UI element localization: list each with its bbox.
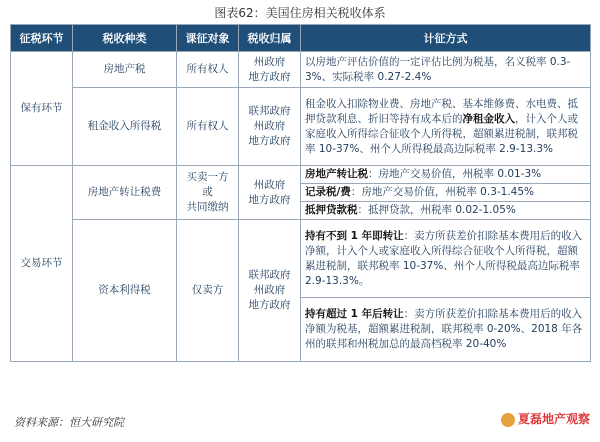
method-cell: 抵押贷款税：抵押贷款，州税率 0.02-1.05% <box>301 202 591 220</box>
logo-icon <box>501 413 515 427</box>
object-cell: 所有权人 <box>177 88 239 166</box>
header-belong: 税收归属 <box>239 25 301 52</box>
method-cell: 记录税/费：房地产交易价值，州税率 0.3-1.45% <box>301 184 591 202</box>
stage-cell: 交易环节 <box>11 166 73 362</box>
header-tax: 税收种类 <box>73 25 177 52</box>
belong-cell: 联邦政府 州政府 地方政府 <box>239 88 301 166</box>
tax-table <box>10 24 591 362</box>
table-row <box>11 52 591 88</box>
stage-cell: 保有环节 <box>11 52 73 166</box>
object-cell: 仅卖方 <box>177 220 239 362</box>
method-cell: 租金收入扣除物业费、房地产税、基本维修费、水电费、抵押贷款利息、折旧等持有成本后的净租金收入，计入个人或家庭收入所得综合征收个人所得税，超额累进税制，联邦税率 10-37%、州个人所得税最高边际税率 2.9-13.3% <box>301 88 591 166</box>
object-cell: 所有权人 <box>177 52 239 88</box>
method-cell: 持有不到 1 年即转让：卖方所获差价扣除基本费用后的收入净额，计入个人或家庭收入所得综合征收个人所得税，超额累进税制，联邦税率 10-37%、州个人所得税最高边际税率 2.9-13.3%。 <box>301 220 591 298</box>
belong-cell: 州政府 地方政府 <box>239 52 301 88</box>
tax-cell: 房地产转让税费 <box>73 166 177 220</box>
watermark-text: 夏磊地产观察 <box>517 412 590 426</box>
method-cell: 房地产转让税：房地产交易价值，州税率 0.01-3% <box>301 166 591 184</box>
table-title: 图表62：美国住房相关税收体系 <box>214 6 386 20</box>
table-row <box>11 220 591 298</box>
tax-cell: 租金收入所得税 <box>73 88 177 166</box>
belong-cell: 联邦政府 州政府 地方政府 <box>239 220 301 362</box>
table-row <box>11 88 591 166</box>
source-note: 资料来源：恒大研究院 <box>14 416 124 429</box>
method-cell: 以房地产评估价值的一定评估比例为税基，名义税率 0.3-3%、实际税率 0.27-2.4% <box>301 52 591 88</box>
header-method: 计征方式 <box>301 25 591 52</box>
tax-cell: 资本利得税 <box>73 220 177 362</box>
method-cell: 持有超过 1 年后转让：卖方所获差价扣除基本费用后的收入净额为税基，超额累进税制，联邦税率 0-20%、2018 年各州的联邦和州税加总的最高档税率 20-40% <box>301 298 591 362</box>
header-object: 课征对象 <box>177 25 239 52</box>
table-row <box>11 166 591 184</box>
tax-cell: 房地产税 <box>73 52 177 88</box>
belong-cell: 州政府 地方政府 <box>239 166 301 220</box>
watermark <box>501 410 590 427</box>
object-cell: 买卖一方 或 共同缴纳 <box>177 166 239 220</box>
header-stage: 征税环节 <box>11 25 73 52</box>
header-row <box>11 25 591 52</box>
